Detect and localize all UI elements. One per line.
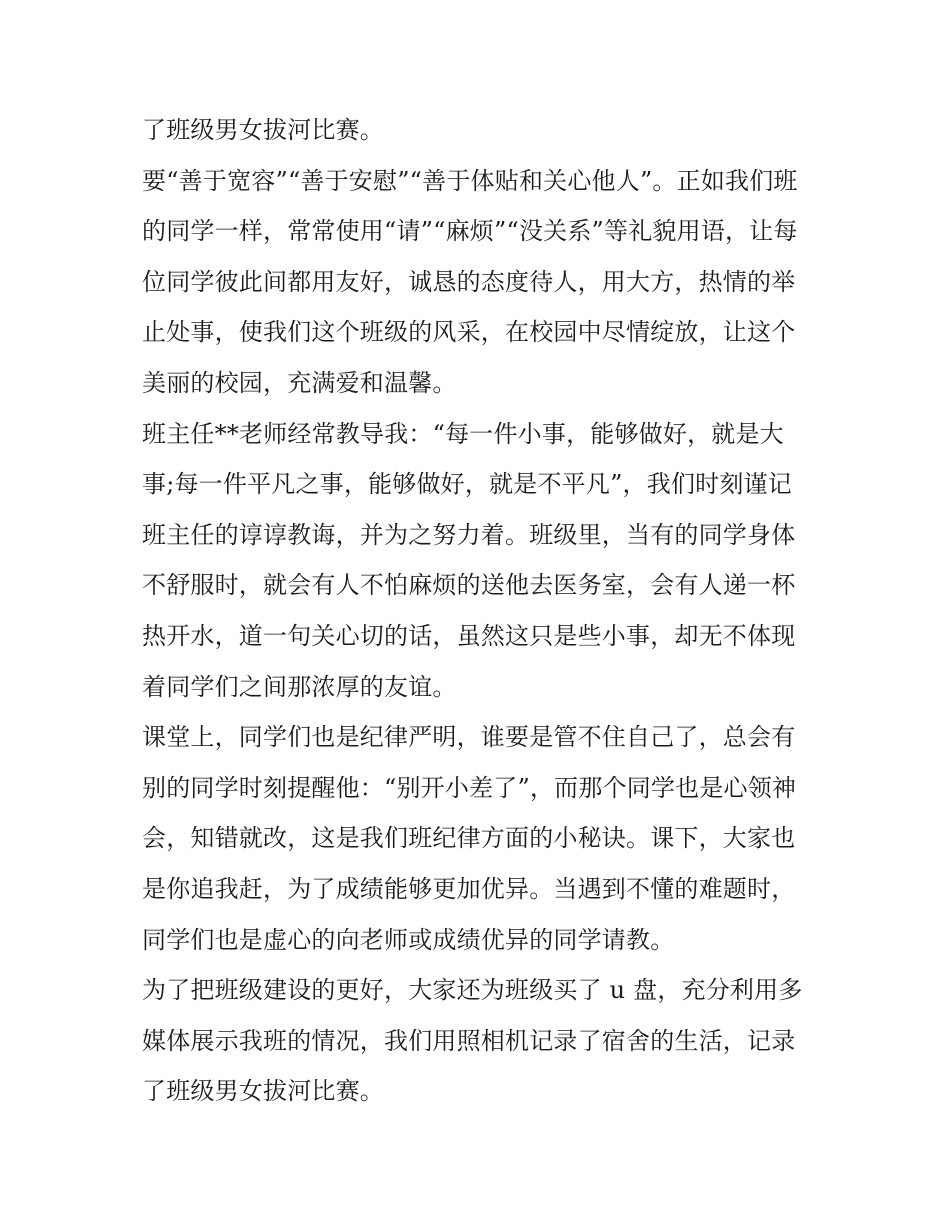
text-line-3: 的同学一样，常常使用“请”“麻烦”“没关系”等礼貌用语，让每 (142, 217, 798, 246)
text-line-9: 班主任的谆谆教诲，并为之努力着。班级里，当有的同学身体 (142, 520, 796, 549)
text-line-6: 美丽的校园，充满爱和温馨。 (142, 368, 457, 397)
document-body (142, 105, 822, 1117)
text-line-5: 止处事，使我们这个班级的风采，在校园中尽情绽放，让这个 (142, 318, 796, 347)
text-line-20: 了班级男女拔河比赛。 (142, 1077, 384, 1106)
text-line-18: 为了把班级建设的更好，大家还为班级买了 u 盘，充分利用多 (142, 976, 803, 1005)
text-line-14: 别的同学时刻提醒他：“别开小差了”，而那个同学也是心领神 (142, 773, 797, 802)
text-line-15: 会，知错就改，这是我们班纪律方面的小秘诀。课下，大家也 (142, 824, 796, 853)
text-line-4: 位同学彼此间都用友好，诚恳的态度待人，用大方，热情的举 (142, 267, 796, 296)
text-line-1: 了班级男女拔河比赛。 (142, 116, 384, 144)
text-line-12: 着同学们之间那浓厚的友谊。 (142, 672, 457, 701)
text-line-16: 是你追我赶，为了成绩能够更加优异。当遇到不懂的难题时， (142, 874, 796, 903)
text-line-8: 事;每一件平凡之事，能够做好，就是不平凡”，我们时刻谨记 (142, 470, 792, 499)
text-line-2: 要“善于宽容”“善于安慰”“善于体贴和关心他人”。正如我们班 (142, 166, 798, 195)
text-line-11: 热开水，道一句关心切的话，虽然这只是些小事，却无不体现 (142, 621, 796, 650)
text-line-17: 同学们也是虚心的向老师或成绩优异的同学请教。 (142, 925, 675, 954)
text-line-10: 不舒服时，就会有人不怕麻烦的送他去医务室，会有人递一杯 (142, 571, 796, 600)
text-line-7: 班主任**老师经常教导我：“每一件小事，能够做好，就是大 (142, 419, 784, 448)
text-line-19: 媒体展示我班的情况，我们用照相机记录了宿舍的生活，记录 (142, 1026, 796, 1055)
text-line-13: 课堂上，同学们也是纪律严明，谁要是管不住自己了，总会有 (142, 723, 796, 752)
